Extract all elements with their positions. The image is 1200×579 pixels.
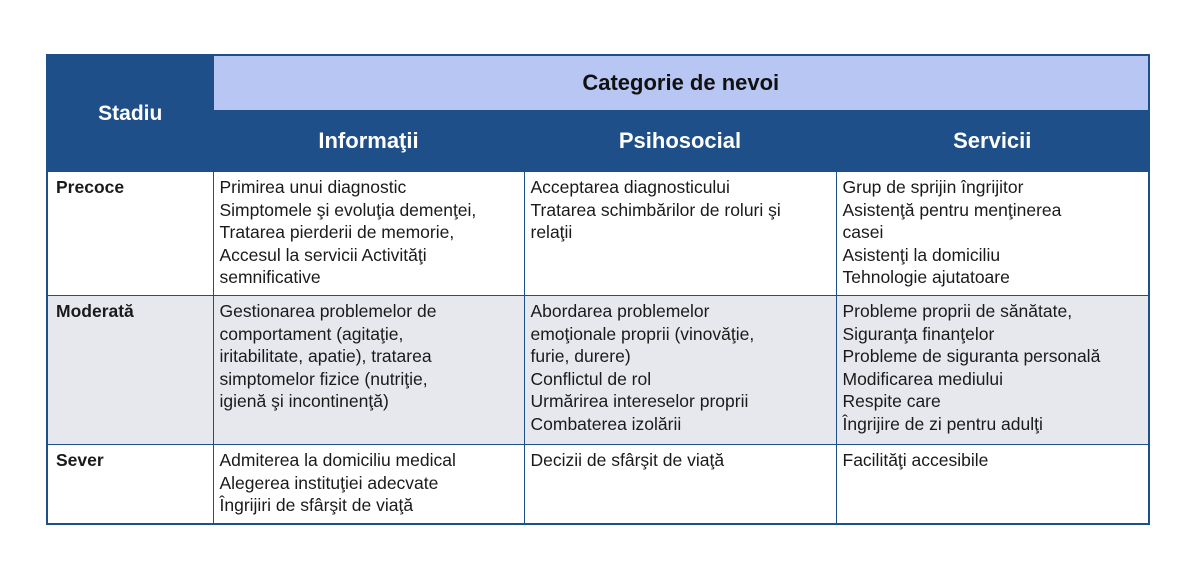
cell-line: Respite care [842, 391, 941, 411]
cell-line: Siguranţa finanţelor [842, 323, 995, 344]
cell-line: Gestionarea problemelor de [219, 301, 437, 321]
table-row-precoce [47, 172, 1149, 296]
column-header-psihosocial: Psihosocial [524, 111, 836, 172]
category-header: Categorie de nevoi [213, 55, 1149, 111]
needs-table [46, 54, 1150, 525]
cell-line: Combaterea izolării [530, 413, 682, 434]
informatii-cell [213, 296, 524, 445]
column-header-informatii: Informaţii [213, 111, 524, 172]
cell-line: Simptomele şi evoluţia demenţei, [219, 199, 477, 220]
table-row-moderata [47, 296, 1149, 445]
cell-line: semnificative [219, 267, 321, 287]
cell-line: Tratarea schimbărilor de roluri şi [530, 199, 781, 220]
header-row-top [47, 55, 1149, 111]
psihosocial-cell [524, 172, 836, 296]
stadiu-header: Stadiu [47, 55, 213, 172]
cell-line: Asistenţă pentru menţinerea [842, 199, 1062, 220]
cell-line: Probleme de siguranta personală [842, 346, 1101, 366]
stage-cell: Moderată [47, 296, 213, 445]
cell-line: igienă şi incontinenţă) [219, 391, 389, 411]
cell-line: Îngrijire de zi pentru adulţi [842, 413, 1043, 434]
cell-line: furie, durere) [530, 346, 631, 366]
cell-line: emoţionale proprii (vinovăţie, [530, 323, 755, 344]
cell-line: comportament (agitaţie, [219, 323, 404, 344]
servicii-cell [836, 296, 1149, 445]
stage-cell: Sever [47, 445, 213, 525]
cell-line: Tehnologie ajutatoare [842, 267, 1010, 287]
cell-line: Admiterea la domiciliu medical [219, 450, 456, 470]
cell-line: iritabilitate, apatie), tratarea [219, 346, 432, 366]
psihosocial-cell [524, 445, 836, 525]
servicii-cell [836, 172, 1149, 296]
cell-line: Facilităţi accesibile [842, 450, 989, 470]
header-row-columns [47, 111, 1149, 172]
cell-line: Primirea unui diagnostic [219, 177, 407, 197]
needs-table-container [46, 54, 1148, 525]
cell-line: Tratarea pierderii de memorie, [219, 222, 455, 242]
cell-line: Grup de sprijin îngrijitor [842, 177, 1024, 197]
cell-line: Decizii de sfârşit de viaţă [530, 450, 725, 470]
cell-line: Accesul la servicii Activităţi [219, 244, 427, 265]
cell-line: Conflictul de rol [530, 368, 652, 389]
psihosocial-cell [524, 296, 836, 445]
cell-line: Modificarea mediului [842, 368, 1003, 389]
cell-line: Alegerea instituţiei adecvate [219, 472, 439, 493]
informatii-cell [213, 172, 524, 296]
cell-line: casei [842, 222, 884, 242]
cell-line: Abordarea problemelor [530, 301, 710, 321]
cell-line: Probleme proprii de sănătate, [842, 301, 1073, 321]
cell-line: Îngrijiri de sfârşit de viaţă [219, 495, 414, 515]
stage-cell: Precoce [47, 172, 213, 296]
servicii-cell [836, 445, 1149, 525]
column-header-servicii: Servicii [836, 111, 1149, 172]
cell-line: Urmărirea intereselor proprii [530, 391, 749, 411]
informatii-cell [213, 445, 524, 525]
table-row-sever [47, 445, 1149, 525]
cell-line: Acceptarea diagnosticului [530, 177, 730, 197]
cell-line: Asistenţi la domiciliu [842, 244, 1001, 265]
cell-line: relaţii [530, 222, 573, 242]
cell-line: simptomelor fizice (nutriţie, [219, 368, 428, 389]
